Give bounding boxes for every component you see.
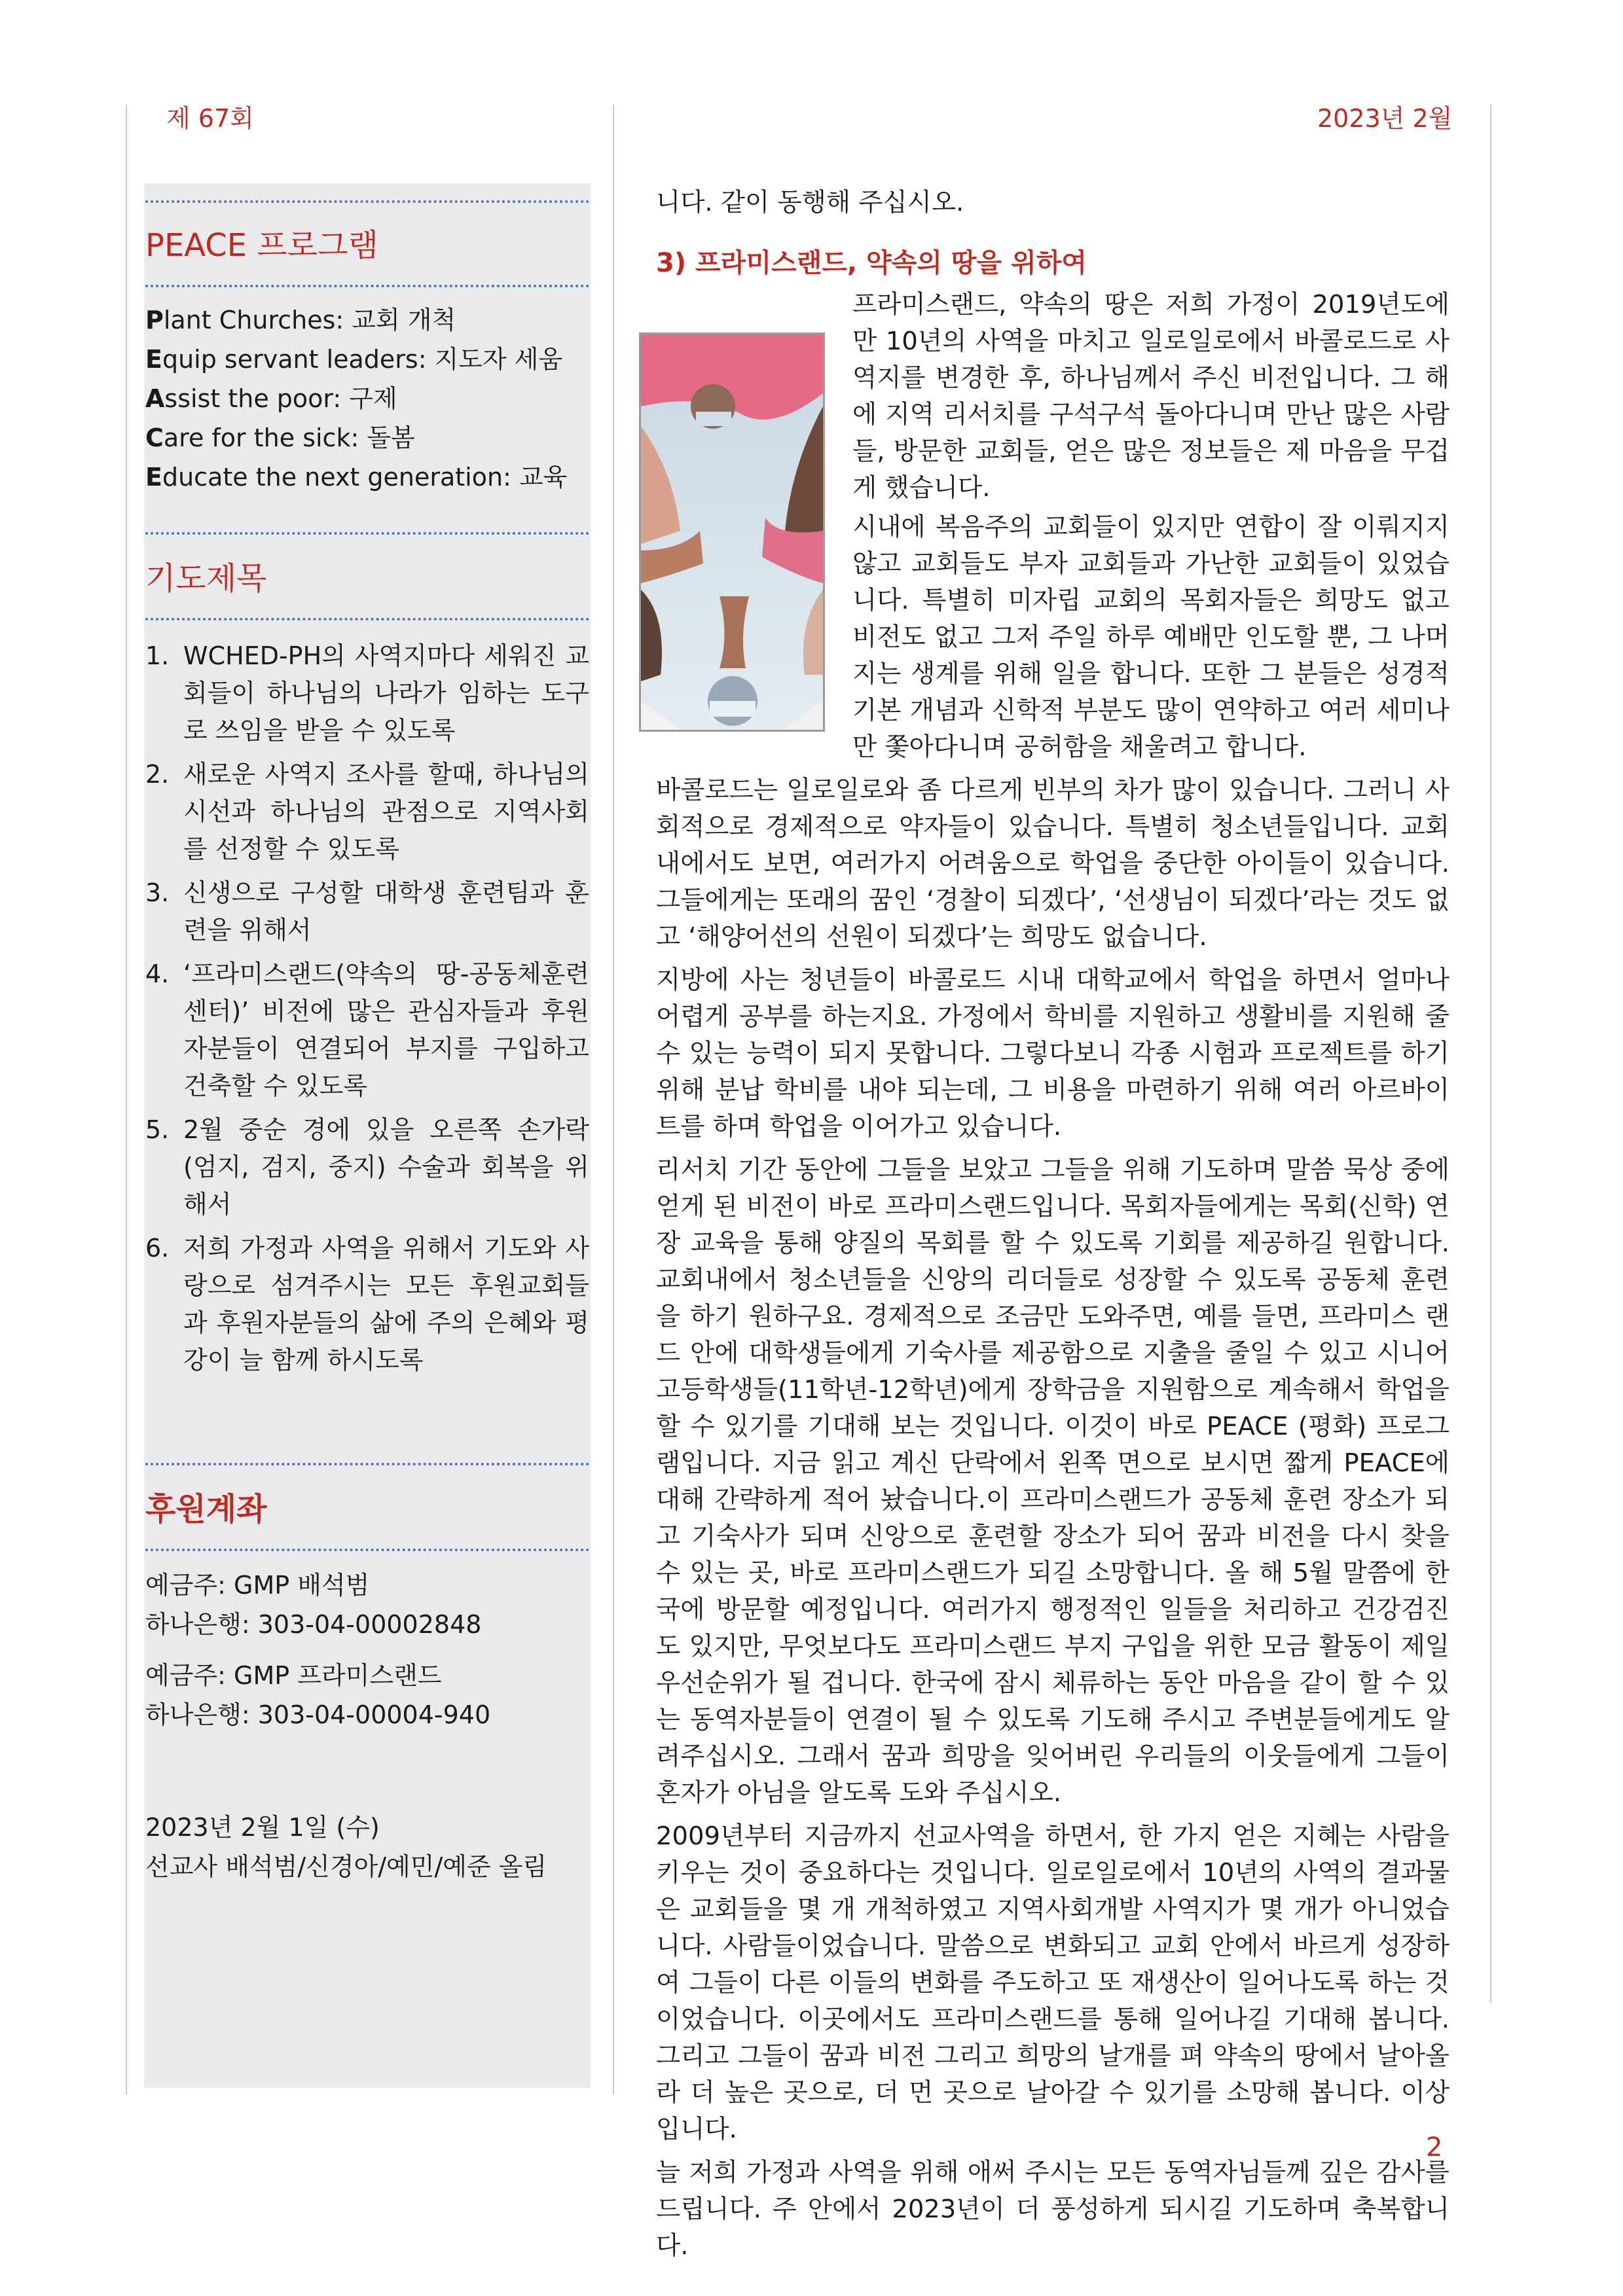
- issue-date: 2023년 2월: [1317, 104, 1453, 133]
- dotted-divider: [145, 285, 589, 287]
- program-item: Equip servant leaders: 지도자 세움: [145, 345, 563, 374]
- dotted-divider: [145, 200, 589, 203]
- account-number: 하나은행: 303-04-00004-940: [145, 1700, 491, 1729]
- intro-line: 니다. 같이 동행해 주십시오.: [656, 188, 964, 217]
- article-paragraph: 시내에 복음주의 교회들이 있지만 연합이 잘 이뤄지지 않고 교회들도 부자 교회들과 가난한 교회들이 있었습니다. 특별히 미자립 교회의 목회자들은 희망도 없고 비전도 없고 그저 주일 하루 예배만 인도할 뿐, 그 나머지는 생계를 위해 일을 합니다. 또한 그 분들은 성경적 기본 개념과 신학적 부분도 많이 연약하고 여러 세미나만 쫓아다니며 공허함을 채울려고 합니다.: [852, 512, 1450, 762]
- right-margin-rule: [1490, 105, 1491, 2003]
- prayer-title: 기도제목: [145, 560, 267, 597]
- dotted-divider: [145, 1463, 589, 1465]
- section-title: 3) 프라미스랜드, 약속의 땅을 위하여: [656, 248, 1087, 278]
- article-paragraph: 리서치 기간 동안에 그들을 보았고 그들을 위해 기도하며 말씀 묵상 중에 얻게 된 비전이 바로 프라미스랜드입니다. 목회자들에게는 목회(신학) 연장 교육을 통해 양질의 목회를 할 수 있도록 기회를 제공하길 원합니다. 교회내에서 청소년들을 신앙의 리더들로 성장할 수 있도록 공동체 훈련을 하기 원하구요. 경제적으로 조금만 도와주면, 예를 들면, 프라미스 랜드 안에 대학생들에게 기숙사를 제공함으로 지출을 줄일 수 있고 시니어 고등학생들(11학년-12학년)에게 장학금을 지원함으로 계속해서 학업을 할 수 있기를 기대해 보는 것입니다. 이것이 바로 PEACE (평화) 프로그램입니다. 지금 읽고 계신 단락에서 왼쪽 면으로 보시면 짧게 PEACE에 대해 간략하게 적어 놨습니다.이 프라미스랜드가 공동체 훈련 장소가 되고 기숙사가 되며 신앙으로 훈련할 장소가 되어 꿈과 비전을 다시 찾을 수 있는 곳, 바로 프라미스랜드가 되길 소망합니다. 올 해 5월 말쯤에 한국에 방문할 예정입니다. 여러가지 행정적인 일들을 처리하고 건강검진도 있지만, 무엇보다도 프라미스랜드 부지 구입을 위한 모금 활동이 제일 우선순위가 될 겁니다. 한국에 잠시 체류하는 동안 마음을 같이 할 수 있는 동역자분들이 연결이 될 수 있도록 기도해 주시고 주변분들에게도 알려주십시오. 그래서 꿈과 희망을 잊어버린 우리들의 이웃들에게 그들이 혼자가 아님을 알도록 도와 주십시오.: [656, 1155, 1450, 1808]
- left-margin-rule: [126, 105, 127, 2094]
- prayer-item: 2. 새로운 사역지 조사를 할때, 하나님의 시선과 하나님의 관점으로 지역사회를 선정할 수 있도록: [145, 760, 589, 863]
- account-block-2: [145, 1656, 589, 1734]
- program-title: PEACE 프로그램: [145, 227, 378, 264]
- account-holder: 예금주: GMP 프라미스랜드: [145, 1661, 442, 1690]
- prayer-item: 1. WCHED-PH의 사역지마다 세워진 교회들이 하나님의 나라가 임하는 도구로 쓰임을 받을 수 있도록: [145, 641, 589, 745]
- sidebar: [144, 183, 591, 2088]
- prayer-item: 5. 2월 중순 경에 있을 오른쪽 손가락 (엄지, 검지, 중지) 수술과 회복을 위해서: [145, 1115, 589, 1219]
- article-paragraph: 프라미스랜드, 약속의 땅은 저희 가정이 2019년도에 만 10년의 사역을 마치고 일로일로에서 바콜로드로 사역지를 변경한 후, 하나님께서 주신 비전입니다. 그 해에 지역 리서치를 구석구석 돌아다니며 만난 많은 사람들, 방문한 교회들, 얻은 많은 정보들은 제 마음을 무겁게 했습니다.: [852, 290, 1450, 503]
- prayer-item: 4. ‘프라미스랜드(약속의 땅-공동체훈련센터)’ 비전에 많은 관심자들과 후원자분들이 연결되어 부지를 구입하고 건축할 수 있도록: [145, 960, 589, 1100]
- program-item: Educate the next generation: 교육: [145, 463, 568, 492]
- prayer-item: 3. 신생으로 구성할 대학생 훈련팀과 훈련을 위해서: [145, 878, 589, 944]
- photo-float-spacer: [656, 287, 852, 738]
- account-holder: 예금주: GMP 배석범: [145, 1571, 370, 1600]
- account-block-1: [145, 1566, 589, 1644]
- article-paragraph: 지방에 사는 청년들이 바콜로드 시내 대학교에서 학업을 하면서 얼마나 어렵게 공부를 하는지요. 가정에서 학비를 지원하고 생활비를 지원해 줄 수 있는 능력이 되지 못합니다. 그렇다보니 각종 시험과 프로젝트를 하기 위해 분납 학비를 내야 되는데, 그 비용을 마련하기 위해 여러 아르바이트를 하며 학업을 이어가고 있습니다.: [656, 965, 1450, 1141]
- letter-date: 2023년 2월 1일 (수): [145, 1813, 380, 1842]
- article-paragraph: 2009년부터 지금까지 선교사역을 하면서, 한 가지 얻은 지혜는 사람을 키우는 것이 중요하다는 것입니다. 일로일로에서 10년의 사역의 결과물은 교회들을 몇 개 개척하였고 지역사회개발 사역지가 몇 개가 아니었습니다. 사람들이었습니다. 말씀으로 변화되고 교회 안에서 바르게 성장하여 그들이 다른 이들의 변화를 주도하고 또 재생산이 일어나도록 하는 것이었습니다. 이곳에서도 프라미스랜드를 통해 일어나길 기대해 봅니다. 그리고 그들이 꿈과 비전 그리고 희망의 날개를 펴 약속의 땅에서 날아올라 더 높은 곳으로, 더 먼 곳으로 날아갈 수 있기를 소망해 봅니다. 이상입니다.: [656, 1821, 1450, 2144]
- account-title: 후원계좌: [145, 1491, 267, 1528]
- program-item: Plant Churches: 교회 개척: [145, 306, 456, 334]
- dotted-divider: [145, 1549, 589, 1551]
- prayer-item: 6. 저희 가정과 사역을 위해서 기도와 사랑으로 섬겨주시는 모든 후원교회들과 후원자분들의 삶에 주의 은혜와 평강이 늘 함께 하시도록: [145, 1234, 589, 1374]
- article-paragraph: 늘 저희 가정과 사역을 위해 애써 주시는 모든 동역자님들께 깊은 감사를 드립니다. 주 안에서 2023년이 더 풍성하게 되시길 기도하며 축복합니다.: [656, 2158, 1450, 2261]
- prayer-list: [145, 637, 589, 1379]
- program-item: Care for the sick: 돌봄: [145, 423, 415, 452]
- dotted-divider: [145, 618, 589, 620]
- column-divider-rule: [613, 105, 614, 2094]
- program-item: Assist the poor: 구제: [145, 384, 397, 413]
- signature: 선교사 배석범/신경아/예민/예준 올림: [145, 1852, 547, 1881]
- issue-number: 제 67회: [166, 104, 254, 133]
- peace-program-list: [145, 300, 589, 497]
- account-number: 하나은행: 303-04-00002848: [145, 1610, 482, 1639]
- page-number: 2: [1426, 2132, 1443, 2162]
- dotted-divider: [145, 532, 589, 535]
- article-paragraph: 바콜로드는 일로일로와 좀 다르게 빈부의 차가 많이 있습니다. 그러니 사회적으로 경제적으로 약자들이 있습니다. 특별히 청소년들입니다. 교회 내에서도 보면, 여러가지 어려움으로 학업을 중단한 아이들이 있습니다. 그들에게는 또래의 꿈인 ‘경찰이 되겠다’, ‘선생님이 되겠다’라는 것도 없고 ‘해양어선의 선원이 되겠다’는 희망도 없습니다.: [656, 776, 1450, 952]
- main-article: [656, 185, 1450, 2271]
